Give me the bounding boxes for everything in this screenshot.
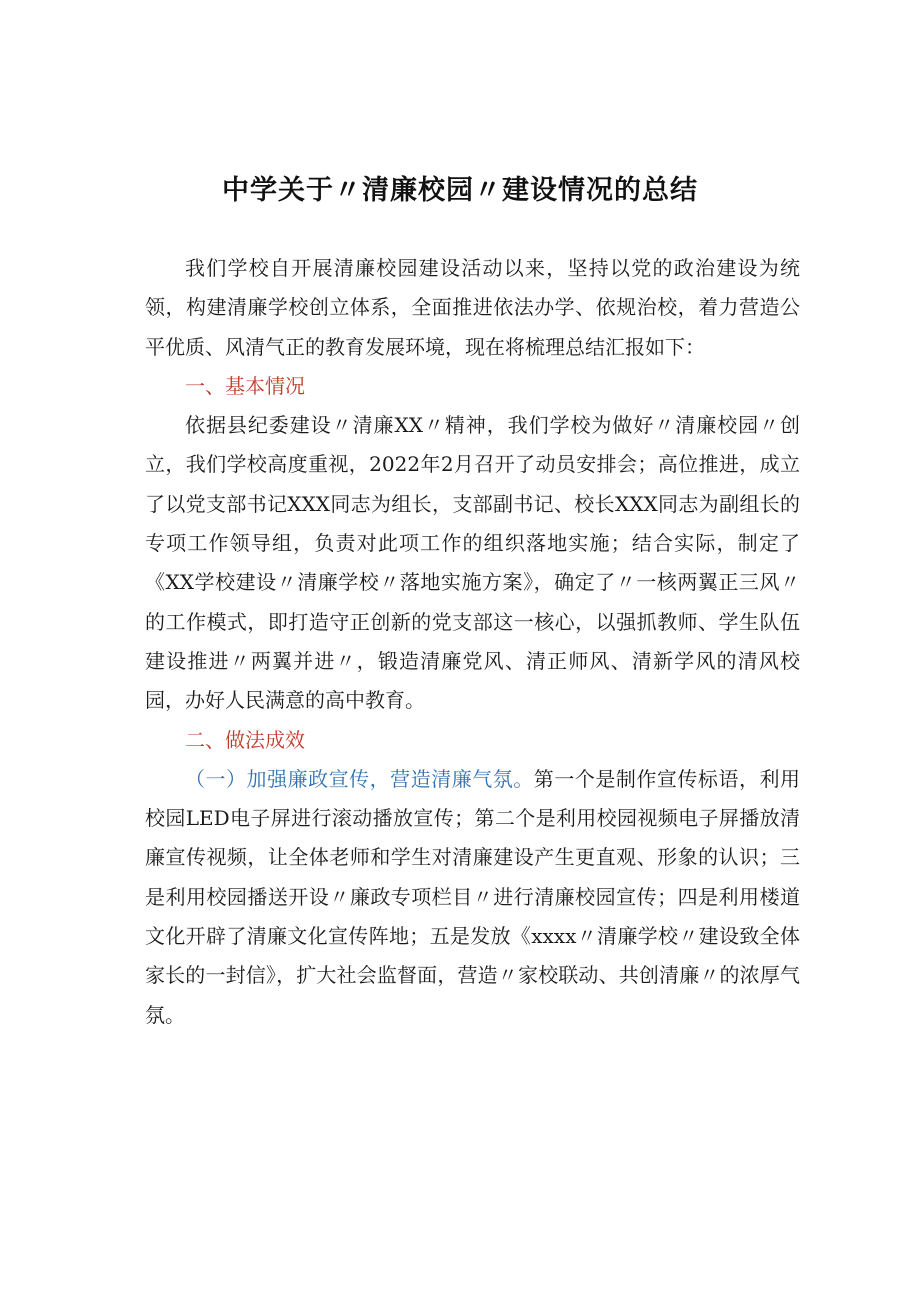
subsection-heading-publicity: （一）加强廉政宣传，营造清廉气氛。 (185, 766, 534, 791)
section-heading-practices-results: 二、做法成效 (185, 727, 305, 752)
basic-situation-paragraph: 依据县纪委建设〃清廉XX〃精神，我们学校为做好〃清廉校园〃创立，我们学校高度重视，2022年2月召开了动员安排会；高位推进，成立了以党支部书记XXX同志为组长，支部副书记、校长XXX同志为副组长的专项工作领导组，负责对此项工作的组织落地实施；结合实际，制定了《XX学校建设〃清廉学校〃落地实施方案》，确定了〃一核两翼正三风〃的工作模式，即打造守正创新的党支部这一核心，以强抓教师、学生队伍建设推进〃两翼并进〃，锻造清廉党风、清正师风、清新学风的清风校园，办好人民满意的高中教育。 (145, 413, 800, 713)
document-title: 中学关于〃清廉校园〃建设情况的总结 (222, 175, 698, 206)
intro-paragraph: 我们学校自开展清廉校园建设活动以来，坚持以党的政治建设为统领，构建清廉学校创立体系，全面推进依法办学、依规治校，着力营造公平优质、风清气正的教育发展环境，现在将梳理总结汇报如下： (145, 256, 800, 359)
practices-paragraph-1 (145, 760, 800, 1035)
section-heading-basic-situation: 一、基本情况 (185, 373, 305, 398)
publicity-paragraph-text: 第一个是制作宣传标语，利用校园LED电子屏进行滚动播放宣传；第二个是利用校园视频电子屏播放清廉宣传视频，让全体老师和学生对清廉建设产生更直观、形象的认识；三是利用校园播送开设〃廉政专项栏目〃进行清廉校园宣传；四是利用楼道文化开辟了清廉文化宣传阵地；五是发放《xxxx〃清廉学校〃建设致全体家长的一封信》，扩大社会监督面，营造〃家校联动、共创清廉〃的浓厚气氛。 (145, 766, 801, 1027)
document-body (145, 249, 800, 1035)
